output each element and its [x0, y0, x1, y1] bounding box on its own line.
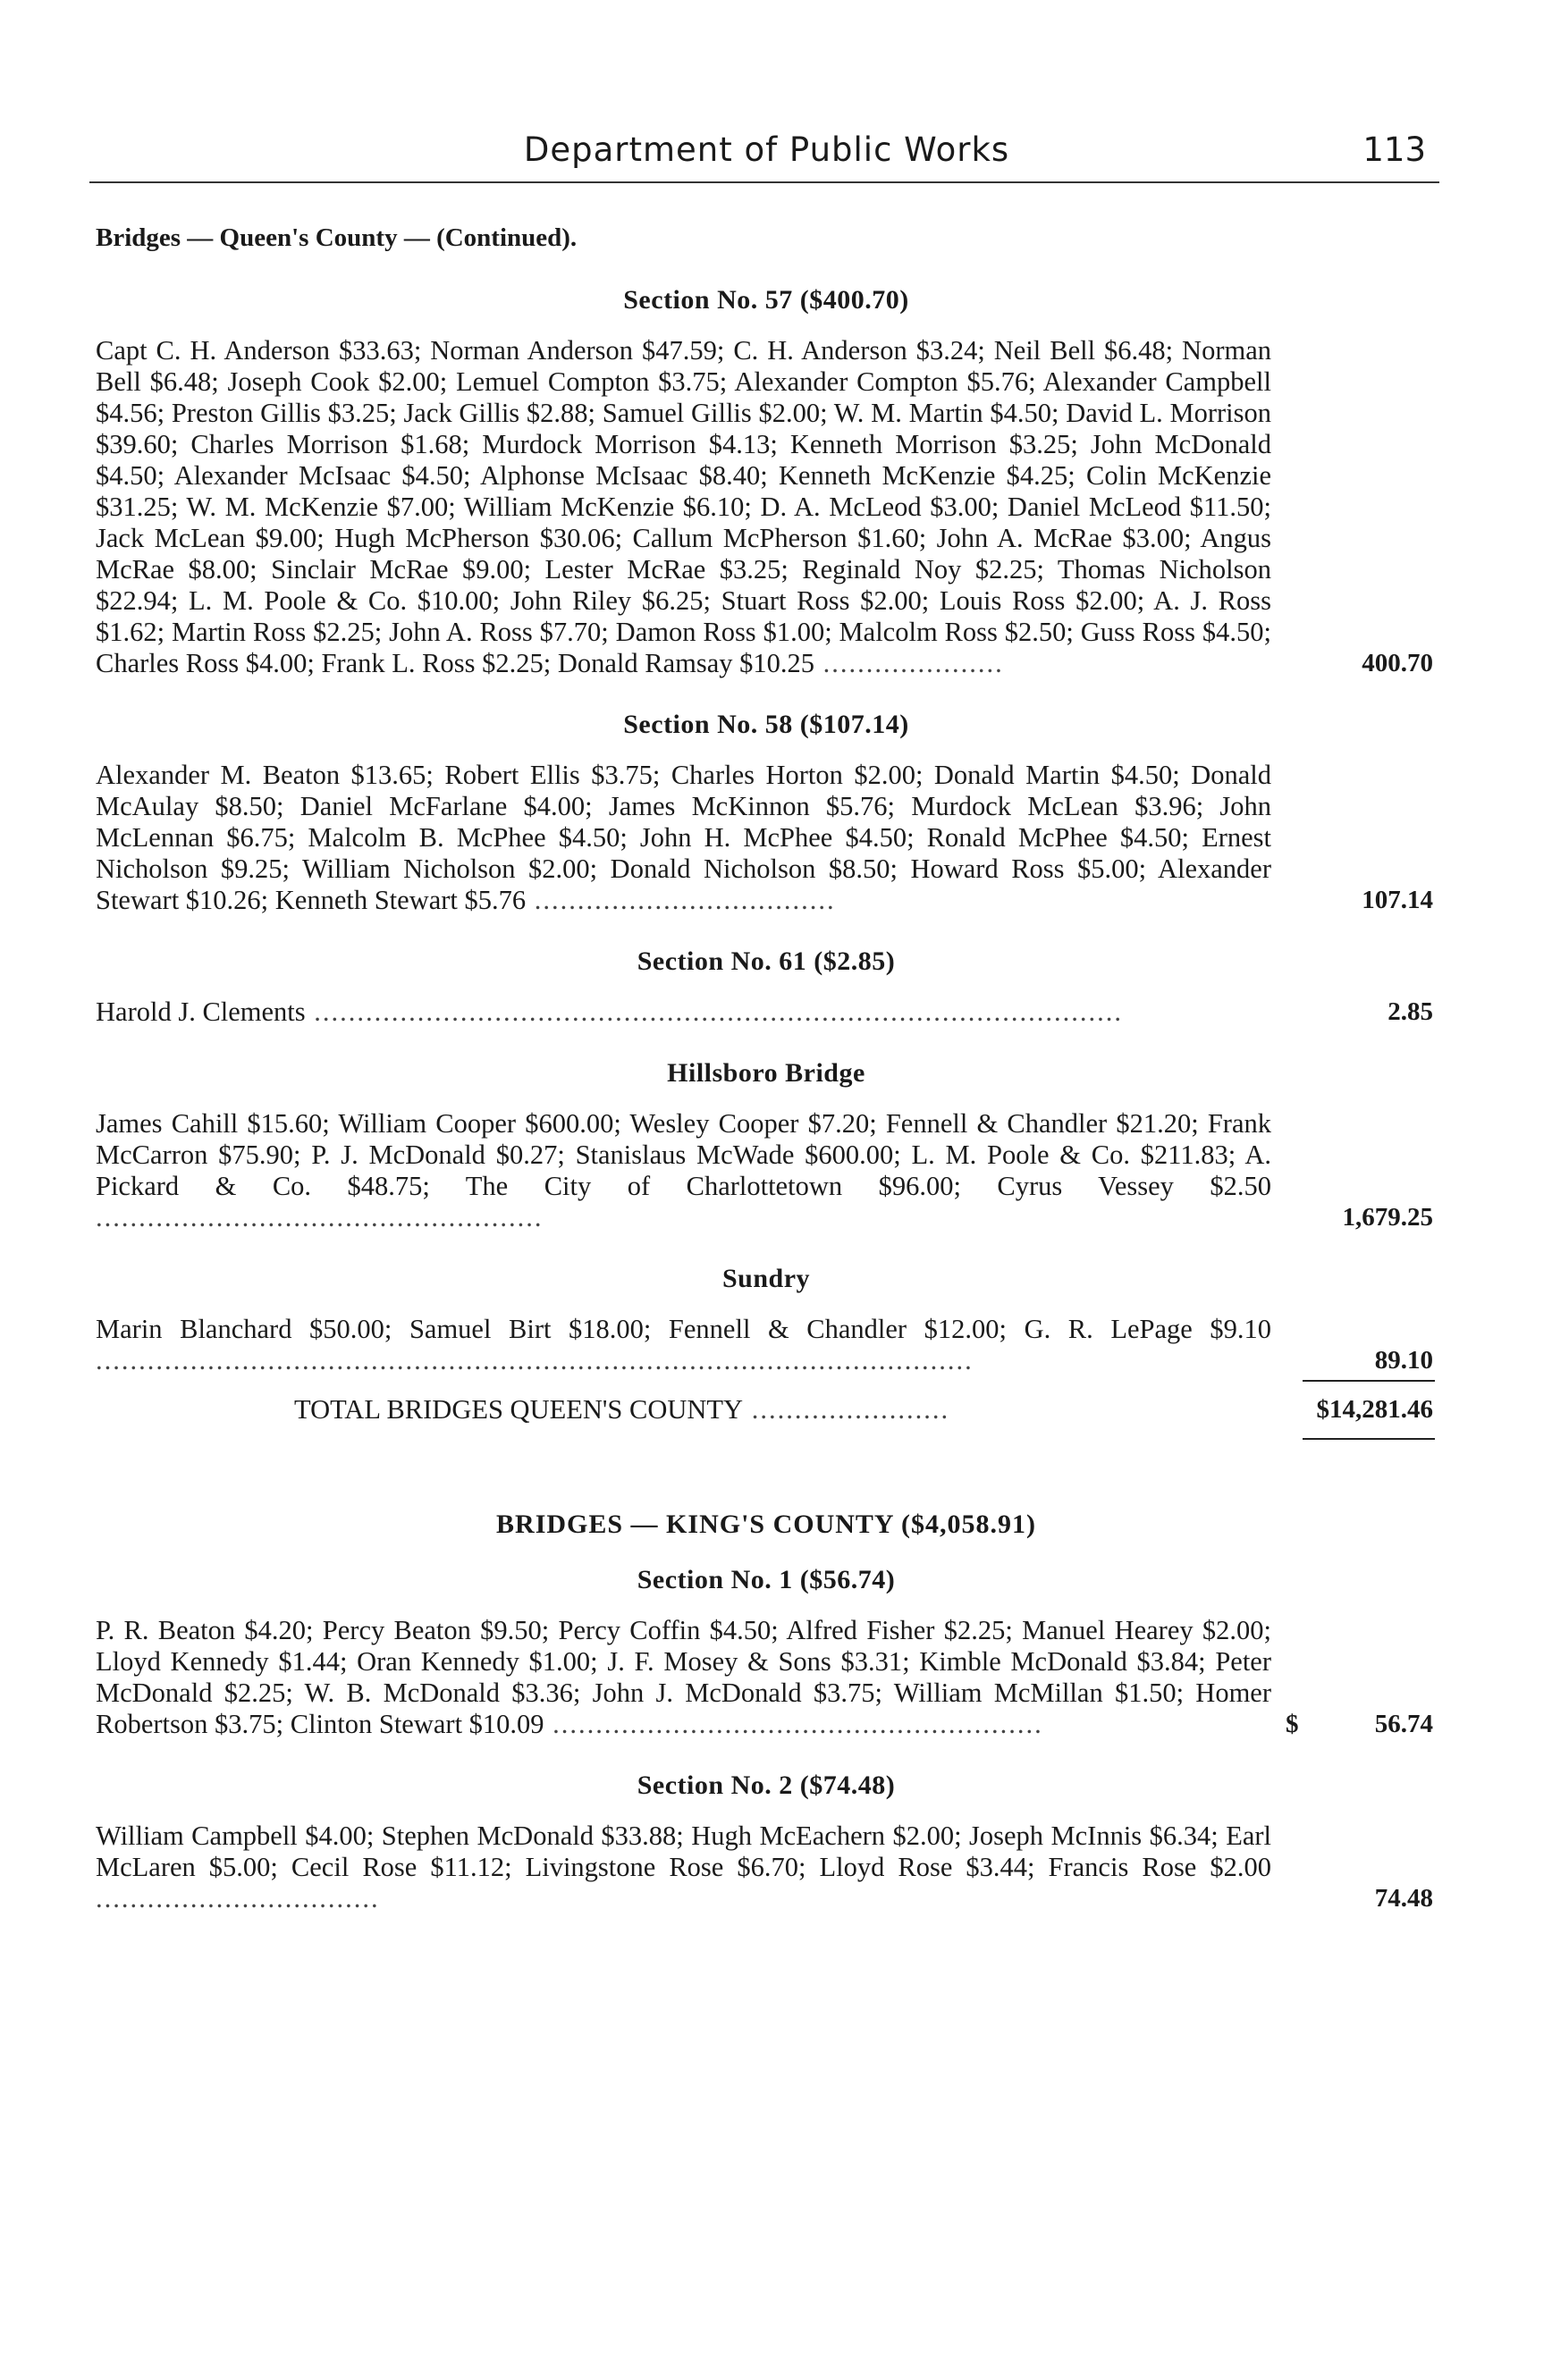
section-amount: 1,679.25 [1342, 1203, 1433, 1232]
payee-list [96, 335, 1271, 679]
dot-leader: .................................................... [96, 1202, 544, 1232]
payee-list [96, 1314, 1271, 1376]
section-title: Sundry [721, 1264, 811, 1293]
payee-list [96, 1108, 1271, 1233]
section-entry [96, 1821, 1437, 1914]
section-title: Section No. 57 ($400.70) [623, 285, 909, 315]
total-amount: $14,281.46 [1316, 1395, 1433, 1424]
payee-text: Harold J. Clements [96, 997, 306, 1027]
payee-text: P. R. Beaton $4.20; Percy Beaton $9.50; Percy Coffin $4.50; Alfred Fisher $2.25; Manuel Hearey $2.00; Lloyd Kennedy $1.44; Oran Kennedy $1.00; J. F. Mosey & Sons $3.31; Kimble McDonald $3.84; Peter McDonald $2.25; W. B. McDonald $3.36; John J. McDonald $3.75; William McMillan $1.50; Homer Robertson $3.75; Clinton Stewart $10.09 [96, 1615, 1271, 1739]
total-rule-top [1303, 1380, 1435, 1382]
section-amount: 2.85 [1388, 997, 1433, 1026]
kings-county-heading: BRIDGES — KING'S COUNTY ($4,058.91) [496, 1510, 1036, 1539]
payee-list [96, 1615, 1271, 1740]
dot-leader: ................................. [96, 1883, 380, 1913]
section-amount: 89.10 [1374, 1346, 1433, 1375]
section-entry [96, 760, 1437, 916]
section-title: Section No. 58 ($107.14) [623, 710, 909, 739]
payee-list [96, 997, 1271, 1028]
continued-heading: Bridges — Queen's County — (Continued). [96, 223, 578, 252]
total-label-wrap [96, 1394, 1271, 1425]
total-row [96, 1394, 1437, 1425]
section-title: Section No. 61 ($2.85) [637, 946, 896, 976]
section-title: Section No. 1 ($56.74) [637, 1565, 896, 1594]
payee-list [96, 760, 1271, 916]
currency-sign: $ [1286, 1710, 1299, 1738]
section-entry [96, 1615, 1437, 1740]
dot-leader: ................................... [526, 885, 836, 915]
total-rule-bottom [1303, 1438, 1435, 1440]
section-amount: 400.70 [1362, 649, 1433, 677]
dot-leader: .............................................................................................. [305, 997, 1124, 1027]
total-label: TOTAL BRIDGES QUEEN'S COUNTY [294, 1394, 744, 1425]
header-rule [89, 181, 1439, 183]
page-header-title: Department of Public Works [523, 130, 1010, 169]
running-head [89, 123, 1444, 177]
section-title: Section No. 2 ($74.48) [637, 1770, 896, 1800]
section-entry [96, 335, 1437, 679]
dot-leader: ......................................................... [544, 1709, 1043, 1739]
dot-leader: ....................... [743, 1394, 950, 1425]
report-body [96, 223, 1437, 1945]
section-amount: 107.14 [1362, 886, 1433, 914]
section-amount: 74.48 [1374, 1884, 1433, 1913]
dot-leader: ..................... [814, 648, 1004, 678]
section-title: Hillsboro Bridge [667, 1058, 865, 1088]
payee-text: James Cahill $15.60; William Cooper $600.00; Wesley Cooper $7.20; Fennell & Chandler $21.20; Frank McCarron $75.90; P. J. McDonald $0.27; Stanislaus McWade $600.00; L. M. Poole & Co. $211.83; A. Pickard & Co. $48.75; The City of Charlottetown $96.00; Cyrus Vessey $2.50 [96, 1108, 1271, 1201]
payee-text: Alexander M. Beaton $13.65; Robert Ellis $3.75; Charles Horton $2.00; Donald Martin $4.50; Donald McAulay $8.50; Daniel McFarlane $4.00; James McKinnon $5.76; Murdock McLean $3.96; John McLennan $6.75; Malcolm B. McPhee $4.50; John H. McPhee $4.50; Ronald McPhee $4.50; Ernest Nicholson $9.25; William Nicholson $2.00; Donald Nicholson $8.50; Howard Ross $5.00; Alexander Stewart $10.26; Kenneth Stewart $5.76 [96, 760, 1271, 915]
dot-leader: ...................................................................................................... [96, 1345, 974, 1375]
payee-list [96, 1821, 1271, 1914]
payee-text: William Campbell $4.00; Stephen McDonald $33.88; Hugh McEachern $2.00; Joseph McInnis $6.34; Earl McLaren $5.00; Cecil Rose $11.12; Livingstone Rose $6.70; Lloyd Rose $3.44; Francis Rose $2.00 [96, 1821, 1271, 1882]
payee-text: Marin Blanchard $50.00; Samuel Birt $18.00; Fennell & Chandler $12.00; G. R. LePage $9.10 [96, 1314, 1271, 1344]
section-entry [96, 1314, 1437, 1376]
section-amount: 56.74 [1374, 1710, 1433, 1738]
payee-text: Capt C. H. Anderson $33.63; Norman Anderson $47.59; C. H. Anderson $3.24; Neil Bell $6.48; Norman Bell $6.48; Joseph Cook $2.00; Lemuel Compton $3.75; Alexander Compton $5.76; Alexander Campbell $4.56; Preston Gillis $3.25; Jack Gillis $2.88; Samuel Gillis $2.00; W. M. Martin $4.50; David L. Morrison $39.60; Charles Morrison $1.68; Murdock Morrison $4.13; Kenneth Morrison $3.25; John McDonald $4.50; Alexander McIsaac $4.50; Alphonse McIsaac $8.40; Kenneth McKenzie $4.25; Colin McKenzie $31.25; W. M. McKenzie $7.00; William McKenzie $6.10; D. A. McLeod $3.00; Daniel McLeod $11.50; Jack McLean $9.00; Hugh McPherson $30.06; Callum McPherson $1.60; John A. McRae $3.00; Angus McRae $8.00; Sinclair McRae $9.00; Lester McRae $3.25; Reginald Noy $2.25; Thomas Nicholson $22.94; L. M. Poole & Co. $10.00; John Riley $6.25; Stuart Ross $2.00; Louis Ross $2.00; A. J. Ross $1.62; Martin Ross $2.25; John A. Ross $7.70; Damon Ross $1.00; Malcolm Ross $2.50; Guss Ross $4.50; Charles Ross $4.00; Frank L. Ross $2.25; Donald Ramsay $10.25 [96, 335, 1271, 678]
section-entry [96, 1108, 1437, 1233]
page-number: 113 [1362, 130, 1426, 169]
section-amount-cell [1271, 1709, 1437, 1740]
section-entry [96, 997, 1437, 1028]
